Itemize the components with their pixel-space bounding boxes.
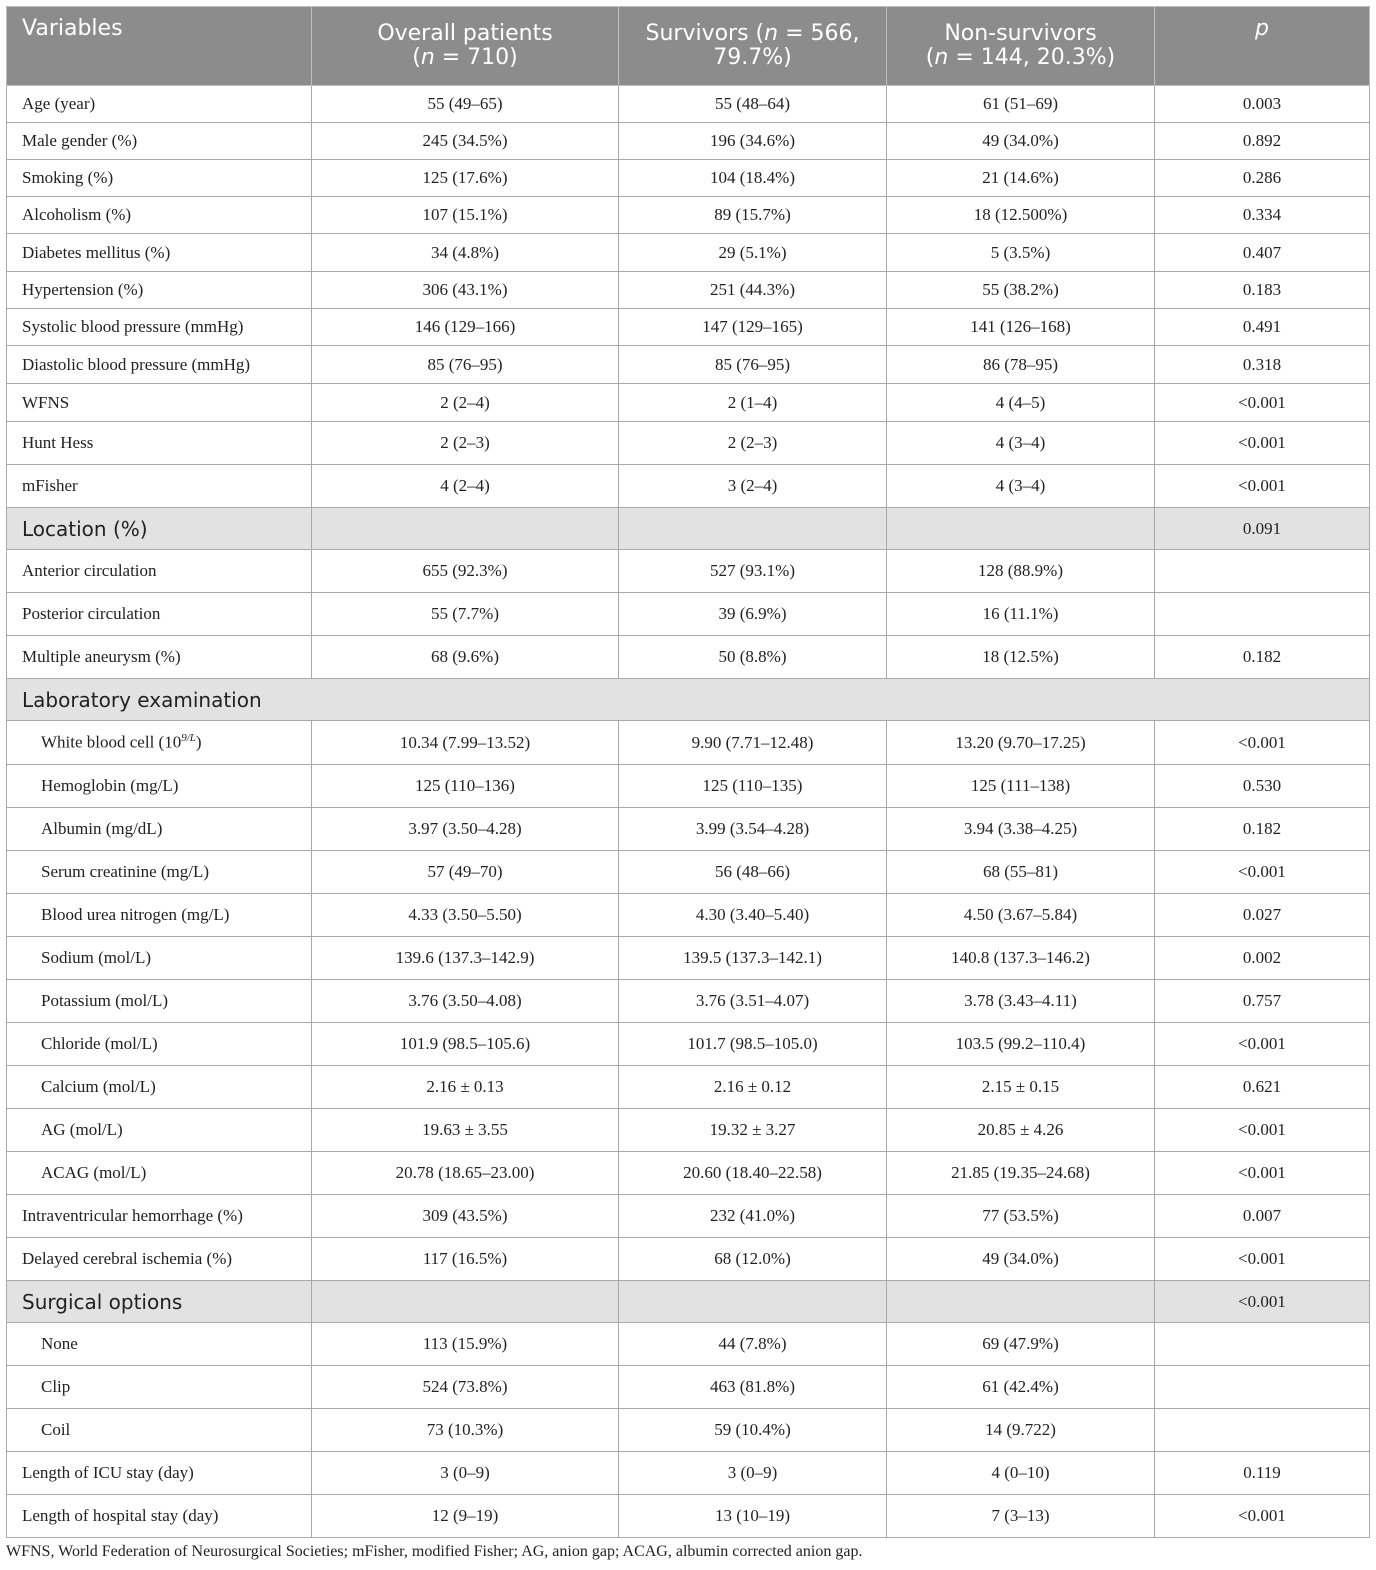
row-label — [7, 679, 1370, 721]
table-row — [7, 1109, 1370, 1152]
cell-survivors: 139.5 (137.3–142.1) — [619, 937, 887, 980]
cell-survivors: 125 (110–135) — [619, 765, 887, 808]
cell-p-value: 0.003 — [1155, 86, 1370, 123]
header-survivors-line1a: Survivors ( — [645, 21, 765, 46]
cell-p-value: 0.318 — [1155, 346, 1370, 384]
cell-p-value: 0.182 — [1155, 808, 1370, 851]
cell-non-survivors: 5 (3.5%) — [887, 234, 1155, 272]
cell-non-survivors: 4 (4–5) — [887, 384, 1155, 422]
cell-non-survivors: 68 (55–81) — [887, 851, 1155, 894]
cell-survivors — [619, 1281, 887, 1323]
row-label — [7, 937, 312, 980]
table-row — [7, 1195, 1370, 1238]
row-label — [7, 1066, 312, 1109]
table-row — [7, 937, 1370, 980]
table-row — [7, 550, 1370, 593]
cell-survivors: 59 (10.4%) — [619, 1409, 887, 1452]
cell-p-value: 0.091 — [1155, 508, 1370, 550]
row-label — [7, 1366, 312, 1409]
table-row — [7, 422, 1370, 465]
cell-survivors: 101.7 (98.5–105.0) — [619, 1023, 887, 1066]
row-label-suffix: ) — [195, 732, 202, 752]
row-label — [7, 1023, 312, 1066]
cell-survivors: 463 (81.8%) — [619, 1366, 887, 1409]
cell-survivors: 4.30 (3.40–5.40) — [619, 894, 887, 937]
cell-p-value: 0.007 — [1155, 1195, 1370, 1238]
cell-overall: 309 (43.5%) — [312, 1195, 619, 1238]
cell-non-survivors: 55 (38.2%) — [887, 272, 1155, 309]
row-label — [7, 851, 312, 894]
row-label — [7, 1495, 312, 1538]
cell-non-survivors: 2.15 ± 0.15 — [887, 1066, 1155, 1109]
table-row — [7, 1238, 1370, 1281]
row-label-text: Hunt Hess — [22, 433, 94, 452]
row-label-text: Alcoholism (%) — [22, 205, 132, 224]
row-label — [7, 980, 312, 1023]
row-label-text: Age (year) — [22, 94, 96, 113]
row-label — [7, 1323, 312, 1366]
cell-p-value: 0.407 — [1155, 234, 1370, 272]
row-label — [7, 593, 312, 636]
row-label — [7, 508, 312, 550]
table-row — [7, 1409, 1370, 1452]
cell-overall: 55 (49–65) — [312, 86, 619, 123]
cell-p-value: 0.182 — [1155, 636, 1370, 679]
row-label-text: Diabetes mellitus (%) — [22, 242, 171, 262]
table-row — [7, 1366, 1370, 1409]
cell-p-value: 0.757 — [1155, 980, 1370, 1023]
header-non-survivors-line1: Non-survivors — [944, 21, 1097, 46]
cell-overall: 4.33 (3.50–5.50) — [312, 894, 619, 937]
cell-non-survivors: 49 (34.0%) — [887, 1238, 1155, 1281]
cell-p-value: <0.001 — [1155, 422, 1370, 465]
row-label — [7, 1109, 312, 1152]
row-label-superscript: 9/L — [181, 732, 196, 745]
table-row — [7, 1066, 1370, 1109]
cell-non-survivors: 18 (12.500%) — [887, 197, 1155, 234]
table-row — [7, 197, 1370, 234]
cell-p-value: 0.119 — [1155, 1452, 1370, 1495]
row-label-text: Clip — [41, 1377, 71, 1396]
cell-non-survivors: 3.94 (3.38–4.25) — [887, 808, 1155, 851]
header-variables: Variables — [7, 7, 312, 86]
cell-non-survivors — [887, 1281, 1155, 1323]
row-label — [7, 160, 312, 197]
section-row — [7, 508, 1370, 550]
cell-p-value: <0.001 — [1155, 1281, 1370, 1323]
cell-survivors: 55 (48–64) — [619, 86, 887, 123]
cell-overall: 34 (4.8%) — [312, 234, 619, 272]
table-row — [7, 272, 1370, 309]
cell-overall: 101.9 (98.5–105.6) — [312, 1023, 619, 1066]
cell-non-survivors: 49 (34.0%) — [887, 123, 1155, 160]
row-label-text: Surgical options — [22, 1289, 183, 1314]
cell-survivors: 251 (44.3%) — [619, 272, 887, 309]
table-row — [7, 384, 1370, 422]
cell-non-survivors: 21.85 (19.35–24.68) — [887, 1152, 1155, 1195]
cell-p-value: <0.001 — [1155, 721, 1370, 765]
row-label — [7, 86, 312, 123]
section-row — [7, 679, 1370, 721]
header-non-survivors — [887, 7, 1155, 86]
cell-overall: 10.34 (7.99–13.52) — [312, 721, 619, 765]
cell-non-survivors: 141 (126–168) — [887, 309, 1155, 346]
cell-survivors — [619, 508, 887, 550]
row-label-text: ACAG (mol/L) — [41, 1163, 147, 1182]
cell-survivors: 3 (0–9) — [619, 1452, 887, 1495]
row-label-text: AG (mol/L) — [41, 1120, 123, 1139]
row-label — [7, 1152, 312, 1195]
table-row — [7, 765, 1370, 808]
header-overall-paren: ( — [412, 45, 421, 70]
cell-non-survivors: 103.5 (99.2–110.4) — [887, 1023, 1155, 1066]
table-row — [7, 1152, 1370, 1195]
cell-p-value — [1155, 1409, 1370, 1452]
cell-overall: 655 (92.3%) — [312, 550, 619, 593]
cell-p-value — [1155, 593, 1370, 636]
cell-overall: 306 (43.1%) — [312, 272, 619, 309]
cell-overall: 55 (7.7%) — [312, 593, 619, 636]
row-label-text: Sodium (mol/L) — [41, 948, 152, 967]
header-overall — [312, 7, 619, 86]
row-label-text: Smoking (%) — [22, 168, 114, 187]
header-overall-line2: = 710) — [434, 45, 518, 70]
cell-overall: 245 (34.5%) — [312, 123, 619, 160]
row-label — [7, 234, 312, 272]
cell-p-value: <0.001 — [1155, 384, 1370, 422]
cell-non-survivors: 4 (3–4) — [887, 465, 1155, 508]
cell-p-value: <0.001 — [1155, 1152, 1370, 1195]
cell-p-value: 0.002 — [1155, 937, 1370, 980]
row-label — [7, 765, 312, 808]
row-label — [7, 465, 312, 508]
row-label-text: Length of hospital stay (day) — [22, 1506, 219, 1525]
table-row — [7, 346, 1370, 384]
row-label-text: Multiple aneurysm (%) — [22, 647, 181, 666]
row-label-text: Laboratory examination — [22, 687, 262, 712]
cell-survivors: 39 (6.9%) — [619, 593, 887, 636]
cell-p-value: 0.491 — [1155, 309, 1370, 346]
cell-non-survivors: 61 (51–69) — [887, 86, 1155, 123]
data-table — [6, 6, 1370, 1538]
cell-non-survivors: 128 (88.9%) — [887, 550, 1155, 593]
cell-p-value — [1155, 1366, 1370, 1409]
row-label-text: None — [41, 1334, 78, 1353]
header-non-survivors-line2: = 144, 20.3%) — [948, 45, 1116, 70]
cell-non-survivors: 69 (47.9%) — [887, 1323, 1155, 1366]
cell-survivors: 3.76 (3.51–4.07) — [619, 980, 887, 1023]
cell-p-value: 0.621 — [1155, 1066, 1370, 1109]
cell-survivors: 19.32 ± 3.27 — [619, 1109, 887, 1152]
cell-survivors: 13 (10–19) — [619, 1495, 887, 1538]
row-label-text: Blood urea nitrogen (mg/L) — [41, 905, 230, 924]
cell-survivors: 85 (76–95) — [619, 346, 887, 384]
cell-non-survivors: 3.78 (3.43–4.11) — [887, 980, 1155, 1023]
row-label — [7, 550, 312, 593]
row-label — [7, 1409, 312, 1452]
table-row — [7, 1023, 1370, 1066]
row-label — [7, 309, 312, 346]
row-label-text: Calcium (mol/L) — [41, 1077, 156, 1096]
table-row — [7, 1323, 1370, 1366]
row-label — [7, 1452, 312, 1495]
row-label — [7, 1281, 312, 1323]
cell-overall: 524 (73.8%) — [312, 1366, 619, 1409]
cell-overall: 3.76 (3.50–4.08) — [312, 980, 619, 1023]
row-label-text: WFNS — [22, 392, 70, 412]
row-label-text: Anterior circulation — [22, 561, 157, 580]
table-row — [7, 808, 1370, 851]
row-label — [7, 1195, 312, 1238]
row-label — [7, 346, 312, 384]
cell-overall: 107 (15.1%) — [312, 197, 619, 234]
row-label — [7, 272, 312, 309]
cell-survivors: 44 (7.8%) — [619, 1323, 887, 1366]
table-row — [7, 980, 1370, 1023]
cell-overall: 20.78 (18.65–23.00) — [312, 1152, 619, 1195]
cell-non-survivors: 7 (3–13) — [887, 1495, 1155, 1538]
cell-overall: 3 (0–9) — [312, 1452, 619, 1495]
cell-non-survivors: 16 (11.1%) — [887, 593, 1155, 636]
table-row — [7, 721, 1370, 765]
row-label-text: Intraventricular hemorrhage (%) — [22, 1206, 243, 1225]
cell-p-value: 0.530 — [1155, 765, 1370, 808]
row-label-text: mFisher — [22, 476, 78, 495]
cell-p-value: <0.001 — [1155, 1109, 1370, 1152]
row-label-text: Albumin (mg/dL) — [41, 819, 163, 838]
table-row — [7, 234, 1370, 272]
cell-survivors: 104 (18.4%) — [619, 160, 887, 197]
row-label-text: Coil — [41, 1420, 71, 1439]
cell-overall: 68 (9.6%) — [312, 636, 619, 679]
row-label-text: Hemoglobin (mg/L) — [41, 776, 179, 795]
cell-overall: 113 (15.9%) — [312, 1323, 619, 1366]
row-label-text: Delayed cerebral ischemia (%) — [22, 1249, 233, 1268]
row-label-text: Potassium (mol/L) — [41, 991, 169, 1010]
cell-overall: 85 (76–95) — [312, 346, 619, 384]
header-non-survivors-n: n — [934, 45, 949, 70]
row-label-text: Diastolic blood pressure (mmHg) — [22, 354, 251, 374]
row-label — [7, 721, 312, 765]
cell-p-value — [1155, 550, 1370, 593]
cell-survivors: 2 (1–4) — [619, 384, 887, 422]
cell-p-value: <0.001 — [1155, 851, 1370, 894]
row-label — [7, 384, 312, 422]
cell-overall: 125 (110–136) — [312, 765, 619, 808]
header-survivors — [619, 7, 887, 86]
row-label-text: Hypertension (%) — [22, 280, 144, 299]
cell-survivors: 29 (5.1%) — [619, 234, 887, 272]
table-body — [7, 86, 1370, 1538]
row-label — [7, 808, 312, 851]
section-row — [7, 1281, 1370, 1323]
table-row — [7, 894, 1370, 937]
cell-survivors: 89 (15.7%) — [619, 197, 887, 234]
cell-p-value: <0.001 — [1155, 1023, 1370, 1066]
table-row — [7, 86, 1370, 123]
cell-overall: 139.6 (137.3–142.9) — [312, 937, 619, 980]
cell-p-value: 0.286 — [1155, 160, 1370, 197]
table-row — [7, 1452, 1370, 1495]
cell-non-survivors: 20.85 ± 4.26 — [887, 1109, 1155, 1152]
cell-non-survivors: 18 (12.5%) — [887, 636, 1155, 679]
header-overall-n: n — [420, 45, 435, 70]
header-row — [7, 7, 1370, 86]
cell-overall: 125 (17.6%) — [312, 160, 619, 197]
row-label — [7, 197, 312, 234]
cell-non-survivors: 4 (0–10) — [887, 1452, 1155, 1495]
cell-survivors: 3.99 (3.54–4.28) — [619, 808, 887, 851]
cell-overall: 146 (129–166) — [312, 309, 619, 346]
table-row — [7, 309, 1370, 346]
row-label-text: Location (%) — [22, 516, 148, 541]
row-label-text: Length of ICU stay (day) — [22, 1463, 194, 1482]
cell-non-survivors: 86 (78–95) — [887, 346, 1155, 384]
row-label — [7, 1238, 312, 1281]
cell-survivors: 9.90 (7.71–12.48) — [619, 721, 887, 765]
cell-survivors: 68 (12.0%) — [619, 1238, 887, 1281]
row-label-text: Posterior circulation — [22, 604, 161, 623]
cell-overall: 2 (2–3) — [312, 422, 619, 465]
cell-survivors: 147 (129–165) — [619, 309, 887, 346]
cell-survivors: 527 (93.1%) — [619, 550, 887, 593]
cell-survivors: 3 (2–4) — [619, 465, 887, 508]
row-label-text: Systolic blood pressure (mmHg) — [22, 317, 244, 336]
cell-survivors: 2 (2–3) — [619, 422, 887, 465]
cell-p-value: 0.334 — [1155, 197, 1370, 234]
cell-p-value: <0.001 — [1155, 1495, 1370, 1538]
table-row — [7, 160, 1370, 197]
cell-overall: 19.63 ± 3.55 — [312, 1109, 619, 1152]
header-survivors-line1b: = 566, — [778, 21, 860, 46]
cell-p-value: <0.001 — [1155, 465, 1370, 508]
header-survivors-n: n — [764, 21, 779, 46]
cell-p-value: 0.183 — [1155, 272, 1370, 309]
cell-p-value: <0.001 — [1155, 1238, 1370, 1281]
cell-overall: 12 (9–19) — [312, 1495, 619, 1538]
cell-non-survivors: 4.50 (3.67–5.84) — [887, 894, 1155, 937]
cell-non-survivors: 77 (53.5%) — [887, 1195, 1155, 1238]
header-non-survivors-paren: ( — [925, 45, 935, 70]
cell-survivors: 232 (41.0%) — [619, 1195, 887, 1238]
header-overall-line1: Overall patients — [377, 21, 553, 46]
cell-non-survivors: 14 (9.722) — [887, 1409, 1155, 1452]
table-row — [7, 123, 1370, 160]
row-label-text: Male gender (%) — [22, 131, 138, 150]
row-label — [7, 422, 312, 465]
row-label — [7, 894, 312, 937]
table-row — [7, 593, 1370, 636]
cell-non-survivors: 4 (3–4) — [887, 422, 1155, 465]
cell-non-survivors: 21 (14.6%) — [887, 160, 1155, 197]
cell-non-survivors: 140.8 (137.3–146.2) — [887, 937, 1155, 980]
cell-p-value: 0.892 — [1155, 123, 1370, 160]
cell-non-survivors: 13.20 (9.70–17.25) — [887, 721, 1155, 765]
header-p-value: p — [1155, 7, 1370, 86]
cell-overall: 3.97 (3.50–4.28) — [312, 808, 619, 851]
cell-survivors: 56 (48–66) — [619, 851, 887, 894]
row-label — [7, 123, 312, 160]
row-label-text: White blood cell (10 — [41, 732, 182, 752]
cell-overall: 4 (2–4) — [312, 465, 619, 508]
cell-non-survivors: 125 (111–138) — [887, 765, 1155, 808]
cell-overall: 57 (49–70) — [312, 851, 619, 894]
cell-overall: 73 (10.3%) — [312, 1409, 619, 1452]
cell-non-survivors: 61 (42.4%) — [887, 1366, 1155, 1409]
cell-overall: 117 (16.5%) — [312, 1238, 619, 1281]
cell-p-value — [1155, 1323, 1370, 1366]
cell-overall — [312, 508, 619, 550]
cell-overall — [312, 1281, 619, 1323]
row-label — [7, 636, 312, 679]
table-row — [7, 636, 1370, 679]
table-header — [7, 7, 1370, 86]
table-row — [7, 465, 1370, 508]
cell-non-survivors — [887, 508, 1155, 550]
table-row — [7, 1495, 1370, 1538]
cell-overall: 2 (2–4) — [312, 384, 619, 422]
table-footnote: WFNS, World Federation of Neurosurgical Societies; mFisher, modified Fisher; AG, anion gap; ACAG, albumin corrected anion gap. — [6, 1543, 863, 1560]
row-label-text: Chloride (mol/L) — [41, 1034, 158, 1053]
row-label-text: Serum creatinine (mg/L) — [41, 862, 210, 881]
cell-survivors: 2.16 ± 0.12 — [619, 1066, 887, 1109]
cell-survivors: 20.60 (18.40–22.58) — [619, 1152, 887, 1195]
cell-overall: 2.16 ± 0.13 — [312, 1066, 619, 1109]
cell-survivors: 50 (8.8%) — [619, 636, 887, 679]
table-row — [7, 851, 1370, 894]
cell-p-value: 0.027 — [1155, 894, 1370, 937]
cell-survivors: 196 (34.6%) — [619, 123, 887, 160]
header-survivors-line2: 79.7%) — [713, 45, 792, 70]
